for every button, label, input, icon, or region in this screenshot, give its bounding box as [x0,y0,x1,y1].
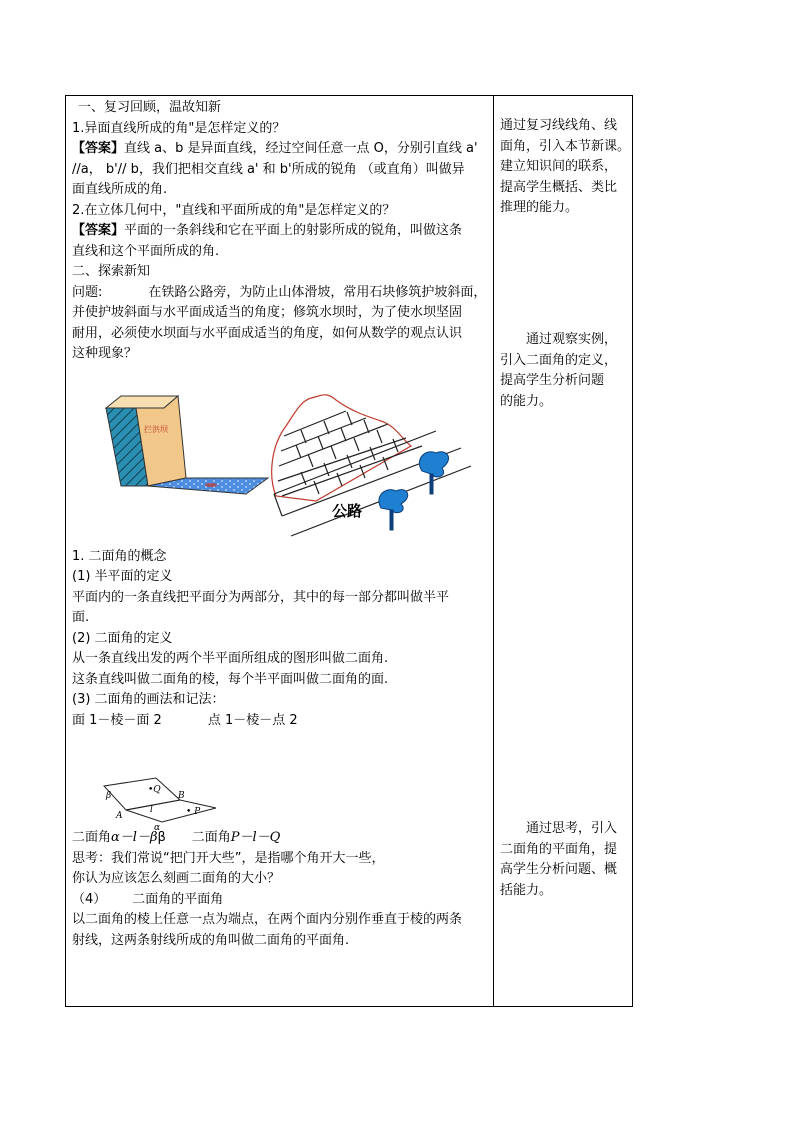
answer-2-line1 [72,221,492,242]
concept-4-number: （4） [72,891,107,907]
question-1: 1.异面直线所成的角"是怎样定义的？ [72,120,286,136]
tree-2 [419,452,448,494]
side-note-3 [500,819,630,901]
concept-title: 1. 二面角的概念 [72,548,167,564]
dihedral-suffix-a: β [157,830,166,845]
dam-label-text: 拦洪坝 [144,425,168,434]
column-divider [493,96,494,1006]
dam-drawing [106,396,268,494]
dihedral-formula-a: α－l－β [111,830,158,845]
problem-label: 问题: [72,284,103,300]
answer-1-text: 直线 a、b 是异面直线，经过空间任意一点 O，分别引直线 a' [124,141,478,156]
side-note-1-line: 推理的能力。 [500,200,579,215]
concept-1-heading: (1) 半平面的定义 [72,569,173,584]
dihedral-notation-line [72,828,492,849]
section2-title: 二、探索新知 [72,264,151,279]
lesson-table [65,95,633,1007]
side-note-2-line: 提高学生分析问题 [500,373,605,388]
answer-2-line2: 直线和这个平面所成的角. [72,243,220,259]
side-note-2 [500,330,630,412]
side-note-3-line: 高学生分析问题、概 [500,862,618,877]
concept-4-line2: 射线，这两条射线所成的角叫做二面角的平面角. [72,932,350,948]
answer-tag: 【答案】 [72,141,125,156]
concept-1-line1: 平面内的一条直线把平面分为两部分，其中的每一部分都叫做半平 [72,589,450,605]
side-note-2-line: 通过观察实例， [526,332,618,347]
dihedral-formula-b: P－l－Q [230,830,281,845]
concept-2-line1: 从一条直线出发的两个半平面所组成的图形叫做二面角. [72,651,389,666]
road-slope-drawing [272,395,471,536]
think-line1: 思考：我们常说“把门开大些”，是指哪个角开大一些， [72,850,385,866]
concept-4-line1: 以二面角的棱上任意一点为端点，在两个面内分别作垂直于棱的两条 [72,912,463,927]
concept-4-title: 二面角的平面角 [132,891,224,907]
dihedral-angle-figure [94,758,224,830]
concept-3-heading: (3) 二面角的画法和记法： [72,692,225,707]
side-note-3-line: 括能力。 [500,882,553,898]
tree-1 [379,490,408,530]
label-A: A [116,811,123,821]
label-Q: •Q [148,785,161,795]
problem-text: 在铁路公路旁，为防止山体滑坡，常用石块修筑护坡斜面， [148,284,487,300]
notation-face: 面 1－棱－面 2 [72,712,162,728]
problem-line4: 这种现象？ [72,346,138,361]
answer-1-line3: 面直线所成的角. [72,182,168,197]
concept-2-heading: (2) 二面角的定义 [72,630,173,646]
side-note-3-line: 二面角的平面角，提 [500,841,618,857]
answer-2-text: 平面的一条斜线和它在平面上的射影所成的锐角，叫做这条 [124,223,463,238]
label-P: • P [186,807,201,817]
dam-label [144,424,169,434]
concept-2-line2: 这条直线叫做二面角的棱，每个半平面叫做二面角的面. [72,671,389,687]
notation-line [72,711,492,732]
label-alpha: α [154,823,161,830]
side-note-1-line: 面角，引入本节新课。 [500,138,631,154]
problem-line3: 耐用，必须使水坝面与水平面成适当的角度，如何从数学的观点认识 [72,325,463,341]
answer-1-line1 [72,139,492,160]
side-note-2-line: 引入二面角的定义， [500,352,618,368]
label-beta: β [106,791,112,801]
answer-1-line2: //a， b'// b，我们把相交直线 a' 和 b'所成的锐角 （或直角）叫做异 [72,161,465,177]
slope-dam-figure [96,386,476,546]
label-B: B [178,791,185,801]
think-line2: 你认为应该怎么刻画二面角的大小？ [72,871,281,886]
problem-line2: 并使护坡斜面与水平面成适当的角度；修筑水坝时，为了使水坝坚固 [72,305,463,320]
side-note-1-line: 通过复习线线角、线 [500,118,618,133]
dihedral-label-b: 二面角 [191,830,231,845]
side-note-2-line: 的能力。 [500,393,553,409]
answer-tag: 【答案】 [72,223,125,238]
question-2: 2.在立体几何中，"直线和平面所成的角"是怎样定义的？ [72,202,396,218]
side-note-1-line: 建立知识间的联系， [500,159,618,174]
section1-title: 一、复习回顾，温故知新 [78,100,222,115]
label-l: l [150,805,153,815]
road-label: 公路 [332,502,363,520]
problem-line1 [72,283,492,304]
dihedral-label-a: 二面角 [72,830,112,845]
concept-1-line2: 面. [72,610,90,625]
notation-point: 点 1－棱－点 2 [207,712,298,728]
concept-4-heading [72,890,492,911]
side-note-1 [500,116,630,219]
side-note-1-line: 提高学生概括、类比 [500,179,618,195]
side-note-3-line: 通过思考，引入 [526,821,618,836]
